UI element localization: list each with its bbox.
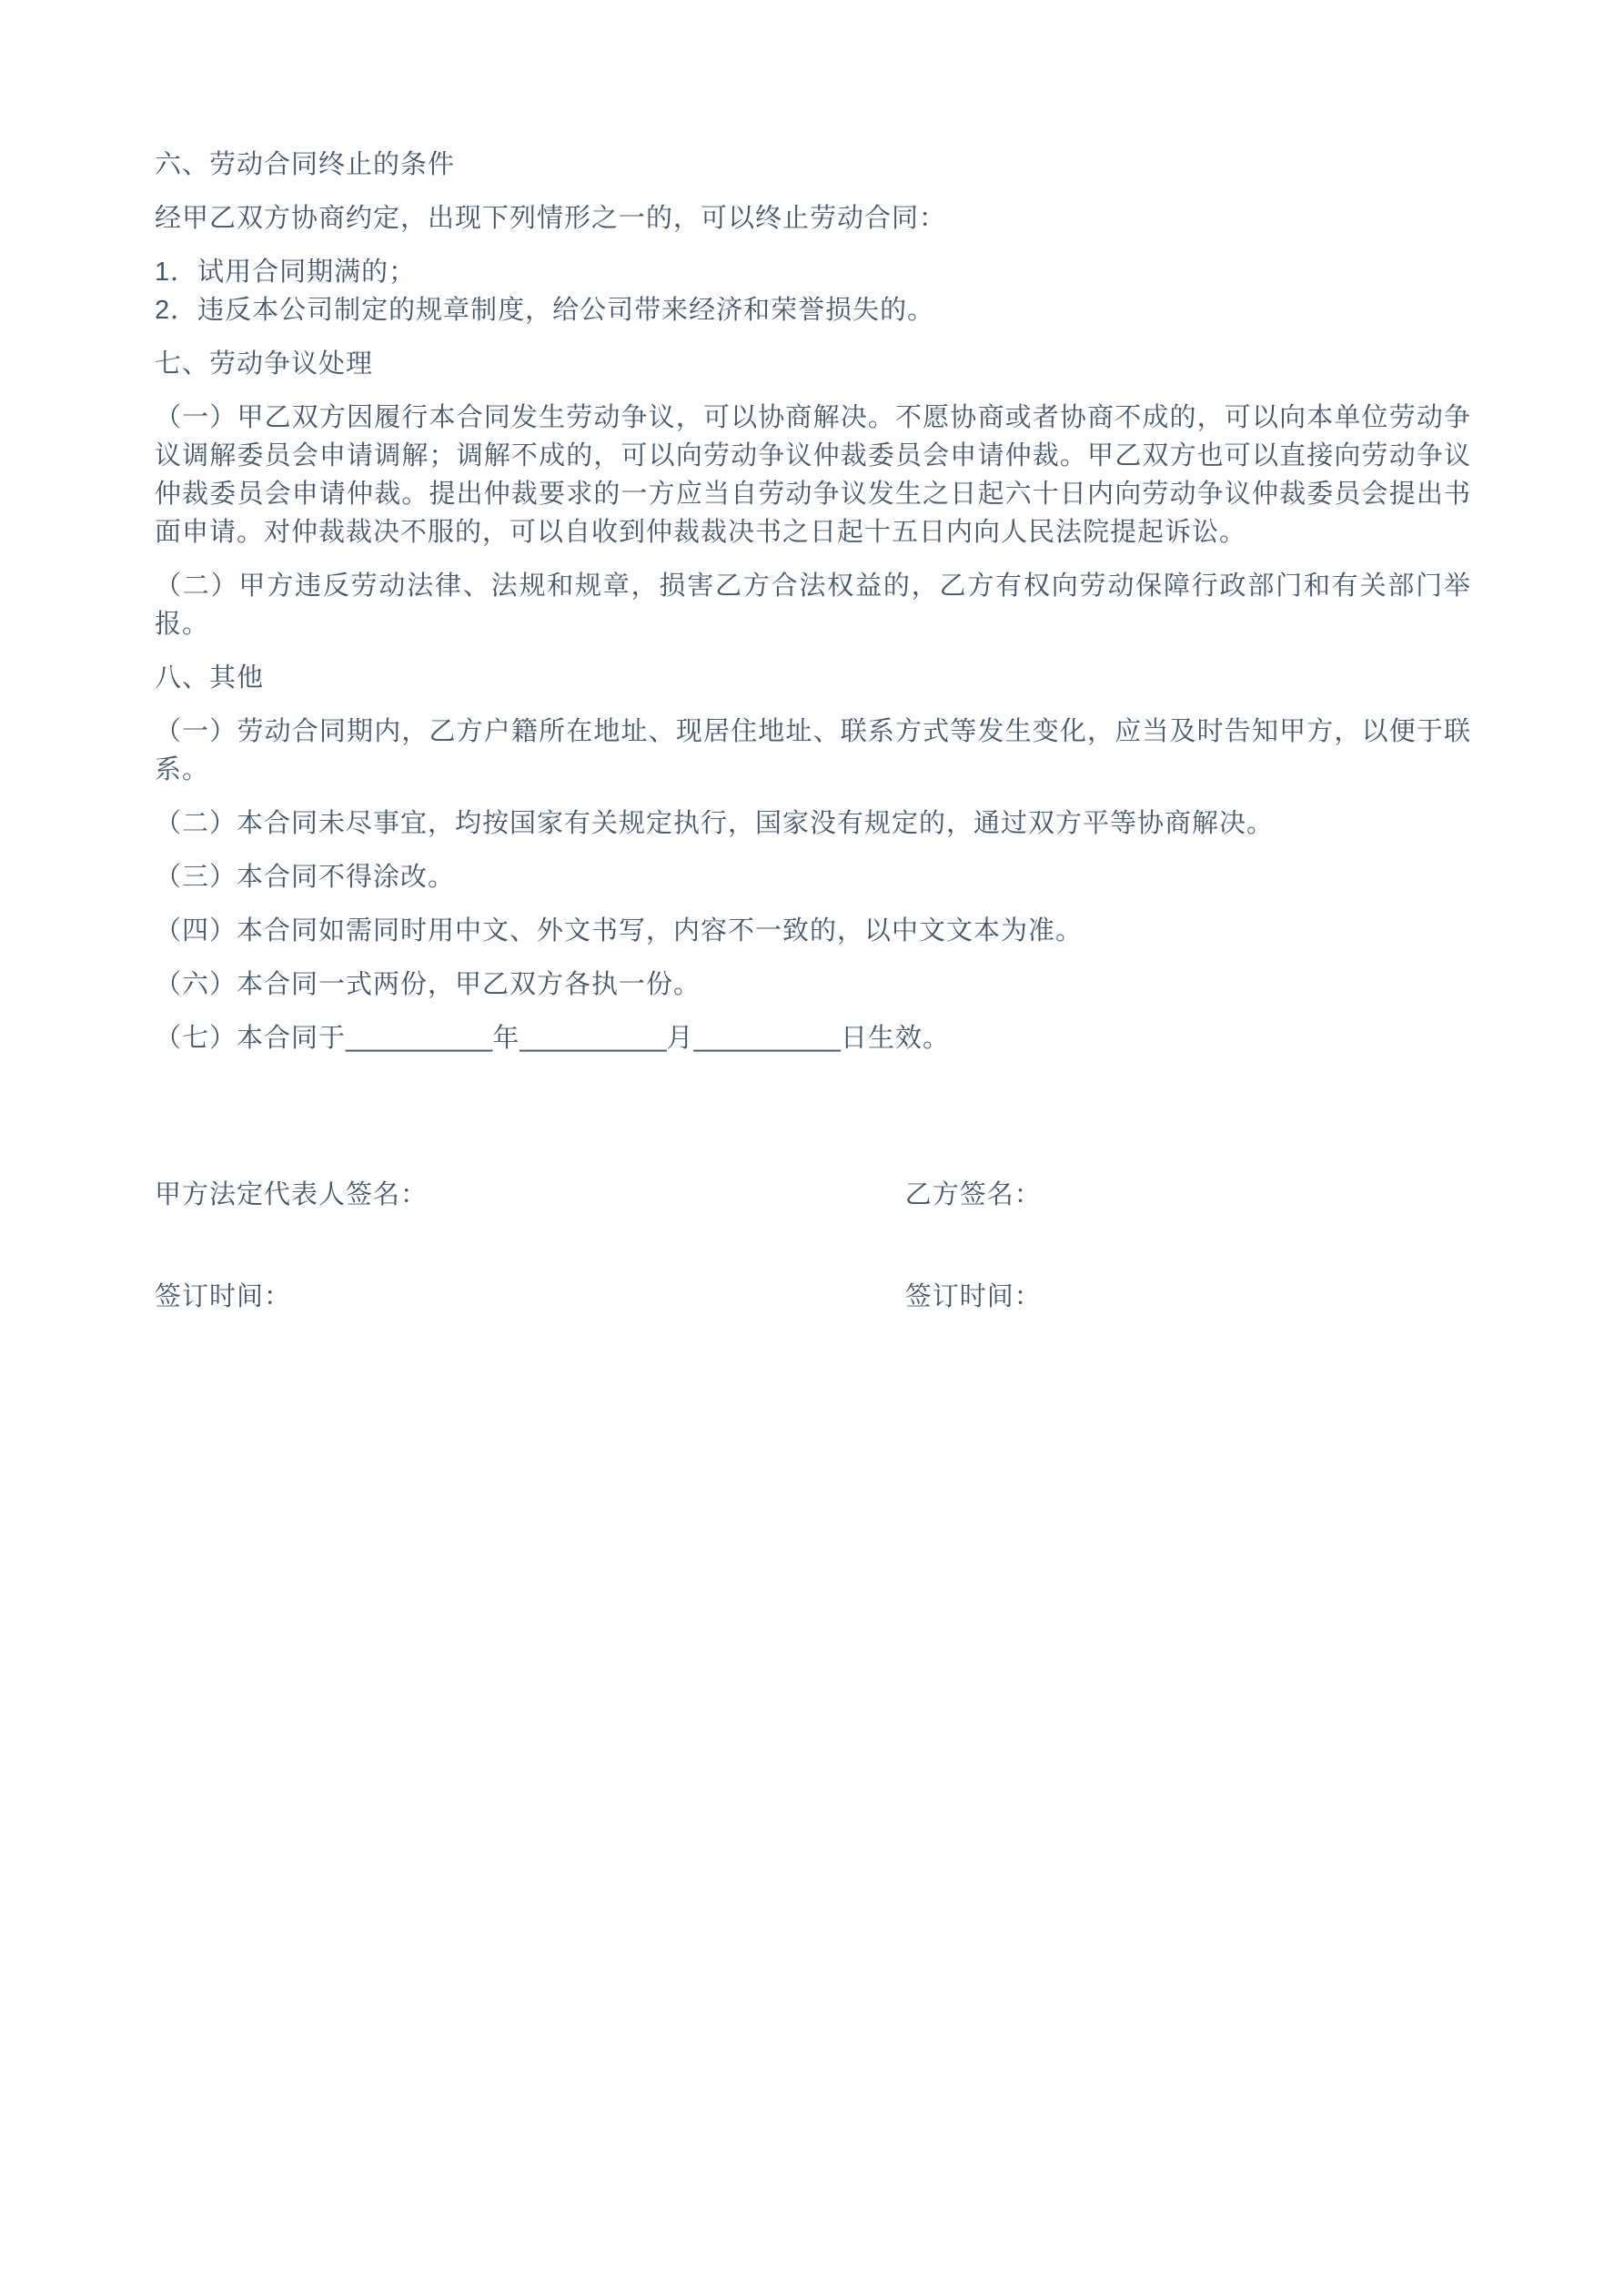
paragraph-dispute-1: （一）甲乙双方因履行本合同发生劳动争议，可以协商解决。不愿协商或者协商不成的，可以向本单位劳动争议调解委员会申请调解；调解不成的，可以向劳动争议仲裁委员会申请仲裁。甲乙双方也可以直接向劳动争议仲裁委员会申请仲裁。提出仲裁要求的一方应当自劳动争议发生之日起六十日内向劳动争议仲裁委员会提出书面申请。对仲裁裁决不服的，可以自收到仲裁裁决书之日起十五日内向人民法院提起诉讼。 — [155, 403, 1471, 547]
month-label: 月 — [666, 1024, 694, 1053]
year-label: 年 — [492, 1024, 520, 1053]
paragraph-termination-intro: 经甲乙双方协商约定，出现下列情形之一的，可以终止劳动合同： — [155, 204, 947, 233]
party-b-signing-date-label: 签订时间： — [904, 1282, 1042, 1311]
signature-row — [155, 1176, 1471, 1214]
paragraph-dispute-2: （二）甲方违反劳动法律、法规和规章，损害乙方合法权益的，乙方有权向劳动保障行政部门和有关部门举报。 — [155, 571, 1471, 639]
paragraph-other-2: （二）本合同未尽事宜，均按国家有关规定执行，国家没有规定的，通过双方平等协商解决。 — [155, 809, 1275, 838]
party-a-signing-date-label: 签订时间： — [155, 1282, 292, 1311]
section-heading-8: 八、其他 — [155, 663, 265, 693]
signing-date-row — [155, 1278, 1471, 1316]
day-blank-field: __________ — [693, 1024, 841, 1053]
paragraph-other-1: （一）劳动合同期内，乙方户籍所在地址、现居住地址、联系方式等发生变化，应当及时告知甲方，以便于联系。 — [155, 717, 1471, 784]
month-blank-field: __________ — [519, 1024, 667, 1053]
paragraph-other-6: （六）本合同一式两份，甲乙双方各执一份。 — [155, 970, 701, 999]
list-item-2: 2．违反本公司制定的规章制度，给公司带来经济和荣誉损失的。 — [155, 296, 935, 325]
year-blank-field: __________ — [346, 1024, 493, 1053]
section-heading-7: 七、劳动争议处理 — [155, 349, 374, 379]
day-suffix: 日生效。 — [840, 1024, 950, 1053]
termination-conditions-list — [155, 253, 1471, 329]
paragraph-other-3: （三）本合同不得涂改。 — [155, 863, 456, 892]
effective-date-line — [155, 1019, 1471, 1057]
paragraph-other-4: （四）本合同如需同时用中文、外文书写，内容不一致的，以中文文本为准。 — [155, 916, 1084, 946]
effective-date-prefix: （七）本合同于 — [155, 1024, 347, 1053]
party-a-signature-label: 甲方法定代表人签名： — [155, 1180, 429, 1209]
section-heading-6: 六、劳动合同终止的条件 — [155, 150, 456, 179]
party-b-signature-label: 乙方签名： — [904, 1180, 1042, 1209]
list-item-1: 1．试用合同期满的； — [155, 258, 417, 287]
bottom-whitespace — [155, 1316, 1471, 2226]
